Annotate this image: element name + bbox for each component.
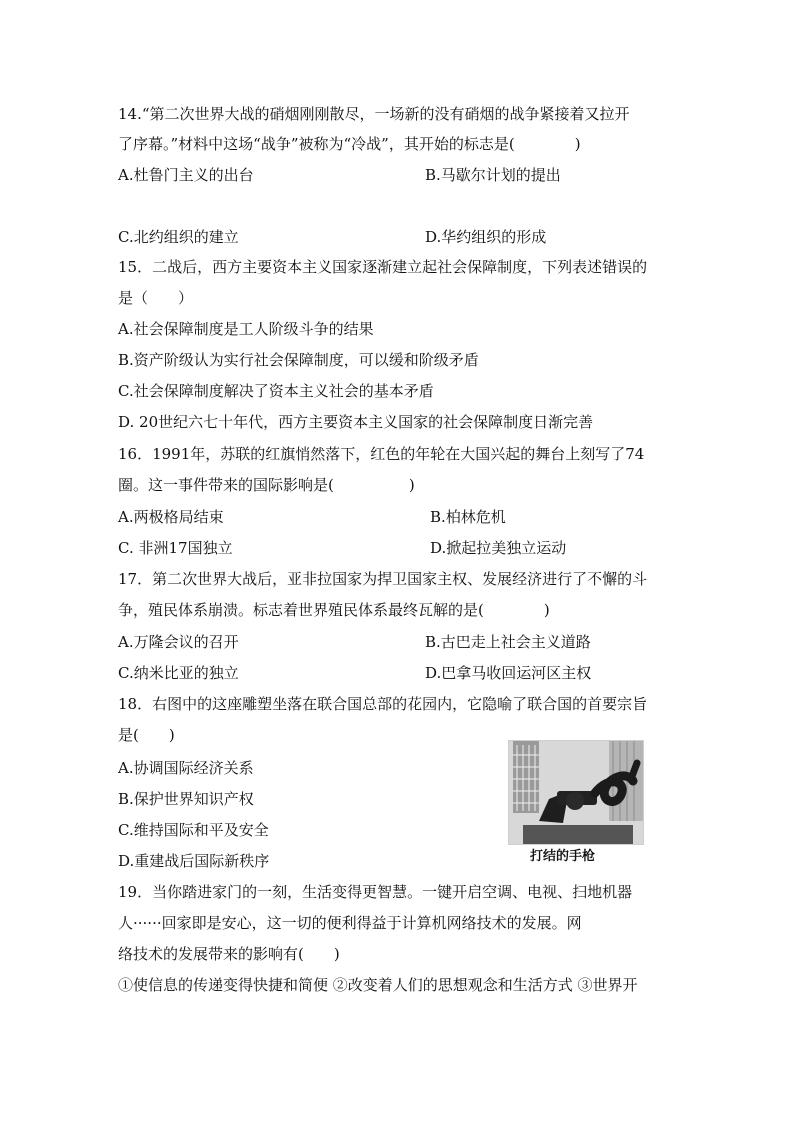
- q19-stem-line2: 人······回家即是安心，这一切的便利得益于计算机网络技术的发展。网: [118, 914, 582, 932]
- q19-stem-line1: 19．当你踏进家门的一刻，生活变得更智慧。一键开启空调、电视、扫地机器: [118, 883, 633, 901]
- q14-option-d: D.华约组织的形成: [425, 228, 547, 246]
- q18-option-a: A.协调国际经济关系: [118, 759, 254, 777]
- q14-stem-line2: 了序幕。”材料中这场“战争”被称为“冷战”，其开始的标志是( ): [118, 135, 581, 153]
- q16-option-a: A.两极格局结束: [118, 508, 224, 526]
- q14-option-b: B.马歇尔计划的提出: [425, 166, 561, 184]
- q19-stem-line4: ①使信息的传递变得快捷和简便 ②改变着人们的思想观念和生活方式 ③世界开: [118, 976, 638, 994]
- q15-option-c: C.社会保障制度解决了资本主义社会的基本矛盾: [118, 382, 434, 400]
- q14-stem-line1: 14.“第二次世界大战的硝烟刚刚散尽，一场新的没有硝烟的战争紧接着又拉开: [118, 105, 630, 123]
- q15-option-d: D. 20世纪六七十年代，西方主要资本主义国家的社会保障制度日渐完善: [118, 413, 594, 431]
- q15-option-a: A.社会保障制度是工人阶级斗争的结果: [118, 320, 374, 338]
- q17-option-a: A.万隆会议的召开: [118, 633, 239, 651]
- q15-stem-line1: 15．二战后，西方主要资本主义国家逐渐建立起社会保障制度，下列表述错误的: [118, 258, 648, 276]
- q16-stem-line1: 16．1991年，苏联的红旗悄然落下，红色的年轮在大国兴起的舞台上刻写了74: [118, 445, 645, 463]
- q18-stem-line1: 18．右图中的这座雕塑坐落在联合国总部的花园内，它隐喻了联合国的首要宗旨: [118, 695, 648, 713]
- q18-option-d: D.重建战后国际新秩序: [118, 852, 270, 870]
- q15-stem-line2: 是（ ）: [118, 289, 194, 307]
- q18-option-b: B.保护世界知识产权: [118, 790, 254, 808]
- q16-option-d: D.掀起拉美独立运动: [430, 539, 567, 557]
- q14-option-c: C.北约组织的建立: [118, 228, 239, 246]
- q17-stem-line2: 争，殖民体系崩溃。标志着世界殖民体系最终瓦解的是( ): [118, 601, 550, 619]
- figure-caption: 打结的手枪: [530, 849, 596, 864]
- q17-option-d: D.巴拿马收回运河区主权: [425, 664, 592, 682]
- q16-stem-line2: 圈。这一事件带来的国际影响是( ): [118, 476, 415, 494]
- q16-option-b: B.柏林危机: [430, 508, 506, 526]
- q15-option-b: B.资产阶级认为实行社会保障制度，可以缓和阶级矛盾: [118, 351, 479, 369]
- q17-stem-line1: 17．第二次世界大战后，亚非拉国家为捍卫国家主权、发展经济进行了不懈的斗: [118, 570, 648, 588]
- q14-option-a: A.杜鲁门主义的出台: [118, 166, 254, 184]
- q19-stem-line3: 络技术的发展带来的影响有( ): [118, 945, 340, 963]
- q18-option-c: C.维持国际和平及安全: [118, 821, 269, 839]
- q17-option-b: B.古巴走上社会主义道路: [425, 633, 591, 651]
- q18-stem-line2: 是( ): [118, 726, 175, 744]
- q16-option-c: C. 非洲17国独立: [118, 539, 233, 557]
- q17-option-c: C.纳米比亚的独立: [118, 664, 239, 682]
- knotted-gun-photo: [508, 740, 644, 845]
